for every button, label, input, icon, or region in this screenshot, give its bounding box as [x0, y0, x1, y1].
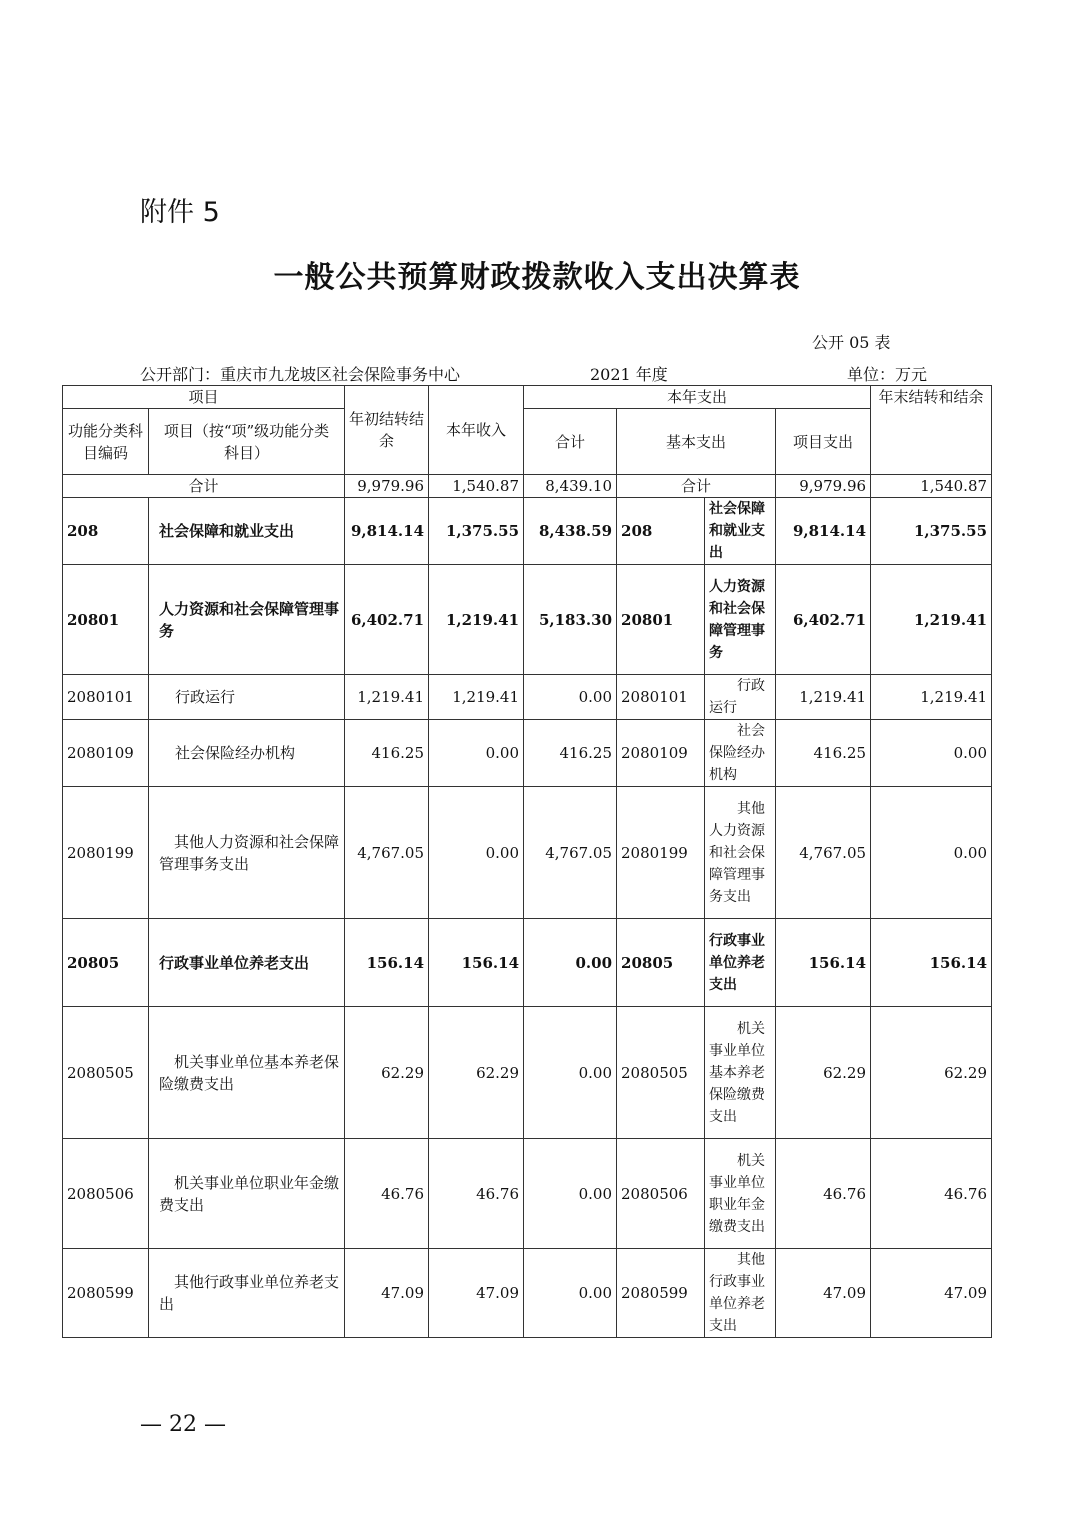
row-name2: 其他人力资源和社会保障管理事务支出 [705, 787, 776, 919]
row-end: 1,219.41 [871, 565, 992, 675]
total-row [63, 475, 992, 498]
row-begin: 156.14 [345, 919, 429, 1007]
row-end: 62.29 [871, 1007, 992, 1139]
row-code: 2080109 [63, 720, 149, 787]
row-name: 机关事业单位基本养老保险缴费支出 [149, 1007, 345, 1139]
total-exp: 8,439.10 [524, 475, 617, 498]
row-project: 6,402.71 [776, 565, 871, 675]
row-code: 2080101 [63, 675, 149, 720]
row-end: 46.76 [871, 1139, 992, 1249]
row-exp-total: 0.00 [524, 919, 617, 1007]
row-income: 47.09 [429, 1249, 524, 1338]
row-name: 其他人力资源和社会保障管理事务支出 [149, 787, 345, 919]
table-row [63, 565, 992, 675]
row-name: 社会保障和就业支出 [149, 498, 345, 565]
row-name2: 社会保障和就业支出 [705, 498, 776, 565]
row-code: 2080505 [63, 1007, 149, 1139]
table-row [63, 1139, 992, 1249]
table-row [63, 720, 992, 787]
total-begin: 9,979.96 [345, 475, 429, 498]
row-code: 2080199 [63, 787, 149, 919]
row-income: 0.00 [429, 787, 524, 919]
header-item-name: 项目（按“项”级功能分类科目） [149, 409, 345, 475]
row-code2: 20805 [617, 919, 705, 1007]
row-code2: 2080109 [617, 720, 705, 787]
row-project: 47.09 [776, 1249, 871, 1338]
row-begin: 9,814.14 [345, 498, 429, 565]
row-income: 62.29 [429, 1007, 524, 1139]
row-income: 1,375.55 [429, 498, 524, 565]
fiscal-year: 2021 年度 [590, 365, 668, 384]
row-exp-total: 0.00 [524, 1007, 617, 1139]
header-end-balance: 年末结转和结余 [871, 386, 992, 475]
row-income: 156.14 [429, 919, 524, 1007]
table-row [63, 787, 992, 919]
row-income: 46.76 [429, 1139, 524, 1249]
row-project: 62.29 [776, 1007, 871, 1139]
unit-label: 单位：万元 [847, 365, 928, 384]
row-code2: 208 [617, 498, 705, 565]
header-basic: 基本支出 [617, 409, 776, 475]
row-exp-total: 0.00 [524, 1139, 617, 1249]
row-exp-total: 0.00 [524, 675, 617, 720]
row-begin: 62.29 [345, 1007, 429, 1139]
row-code2: 20801 [617, 565, 705, 675]
header-income: 本年收入 [429, 386, 524, 475]
total-label: 合计 [63, 475, 345, 498]
table-row [63, 1249, 992, 1338]
row-code2: 2080505 [617, 1007, 705, 1139]
row-name2: 机关事业单位基本养老保险缴费支出 [705, 1007, 776, 1139]
row-end: 47.09 [871, 1249, 992, 1338]
row-exp-total: 416.25 [524, 720, 617, 787]
row-code: 20801 [63, 565, 149, 675]
row-name2: 机关事业单位职业年金缴费支出 [705, 1139, 776, 1249]
row-code: 208 [63, 498, 149, 565]
row-code2: 2080506 [617, 1139, 705, 1249]
row-project: 156.14 [776, 919, 871, 1007]
total-label2: 合计 [617, 475, 776, 498]
form-number: 公开 05 表 [812, 333, 891, 352]
header-begin-balance: 年初结转结余 [345, 386, 429, 475]
row-name2: 人力资源和社会保障管理事务 [705, 565, 776, 675]
row-exp-total: 4,767.05 [524, 787, 617, 919]
total-end: 1,540.87 [871, 475, 992, 498]
row-end: 1,219.41 [871, 675, 992, 720]
budget-table [62, 385, 992, 1338]
header-project: 项目支出 [776, 409, 871, 475]
row-exp-total: 5,183.30 [524, 565, 617, 675]
table-row [63, 675, 992, 720]
row-name: 人力资源和社会保障管理事务 [149, 565, 345, 675]
row-project: 46.76 [776, 1139, 871, 1249]
row-name2: 社会保险经办机构 [705, 720, 776, 787]
department: 公开部门：重庆市九龙坡区社会保险事务中心 [140, 365, 461, 384]
row-project: 416.25 [776, 720, 871, 787]
header-total: 合计 [524, 409, 617, 475]
row-project: 1,219.41 [776, 675, 871, 720]
row-end: 1,375.55 [871, 498, 992, 565]
row-name2: 其他行政事业单位养老支出 [705, 1249, 776, 1338]
row-code: 20805 [63, 919, 149, 1007]
row-code2: 2080199 [617, 787, 705, 919]
page-number: — 22 — [140, 1412, 226, 1437]
row-income: 1,219.41 [429, 675, 524, 720]
row-name: 其他行政事业单位养老支出 [149, 1249, 345, 1338]
row-name: 机关事业单位职业年金缴费支出 [149, 1139, 345, 1249]
header-func-code: 功能分类科目编码 [63, 409, 149, 475]
row-project: 4,767.05 [776, 787, 871, 919]
row-end: 0.00 [871, 787, 992, 919]
row-end: 156.14 [871, 919, 992, 1007]
row-code: 2080506 [63, 1139, 149, 1249]
row-end: 0.00 [871, 720, 992, 787]
row-income: 0.00 [429, 720, 524, 787]
row-income: 1,219.41 [429, 565, 524, 675]
row-code: 2080599 [63, 1249, 149, 1338]
row-begin: 47.09 [345, 1249, 429, 1338]
header-item: 项目 [63, 386, 345, 409]
row-code2: 2080101 [617, 675, 705, 720]
row-code2: 2080599 [617, 1249, 705, 1338]
row-name2: 行政事业单位养老支出 [705, 919, 776, 1007]
row-exp-total: 8,438.59 [524, 498, 617, 565]
document-title: 一般公共预算财政拨款收入支出决算表 [273, 260, 801, 295]
table-row [63, 498, 992, 565]
total-income: 1,540.87 [429, 475, 524, 498]
row-name: 行政事业单位养老支出 [149, 919, 345, 1007]
row-name: 行政运行 [149, 675, 345, 720]
total-project: 9,979.96 [776, 475, 871, 498]
header-expenditure: 本年支出 [524, 386, 871, 409]
row-project: 9,814.14 [776, 498, 871, 565]
table-row [63, 919, 992, 1007]
row-begin: 6,402.71 [345, 565, 429, 675]
attachment-label: 附件 5 [140, 197, 220, 228]
table-row [63, 1007, 992, 1139]
row-begin: 46.76 [345, 1139, 429, 1249]
row-begin: 4,767.05 [345, 787, 429, 919]
row-exp-total: 0.00 [524, 1249, 617, 1338]
row-begin: 416.25 [345, 720, 429, 787]
row-name2: 行政运行 [705, 675, 776, 720]
row-begin: 1,219.41 [345, 675, 429, 720]
row-name: 社会保险经办机构 [149, 720, 345, 787]
